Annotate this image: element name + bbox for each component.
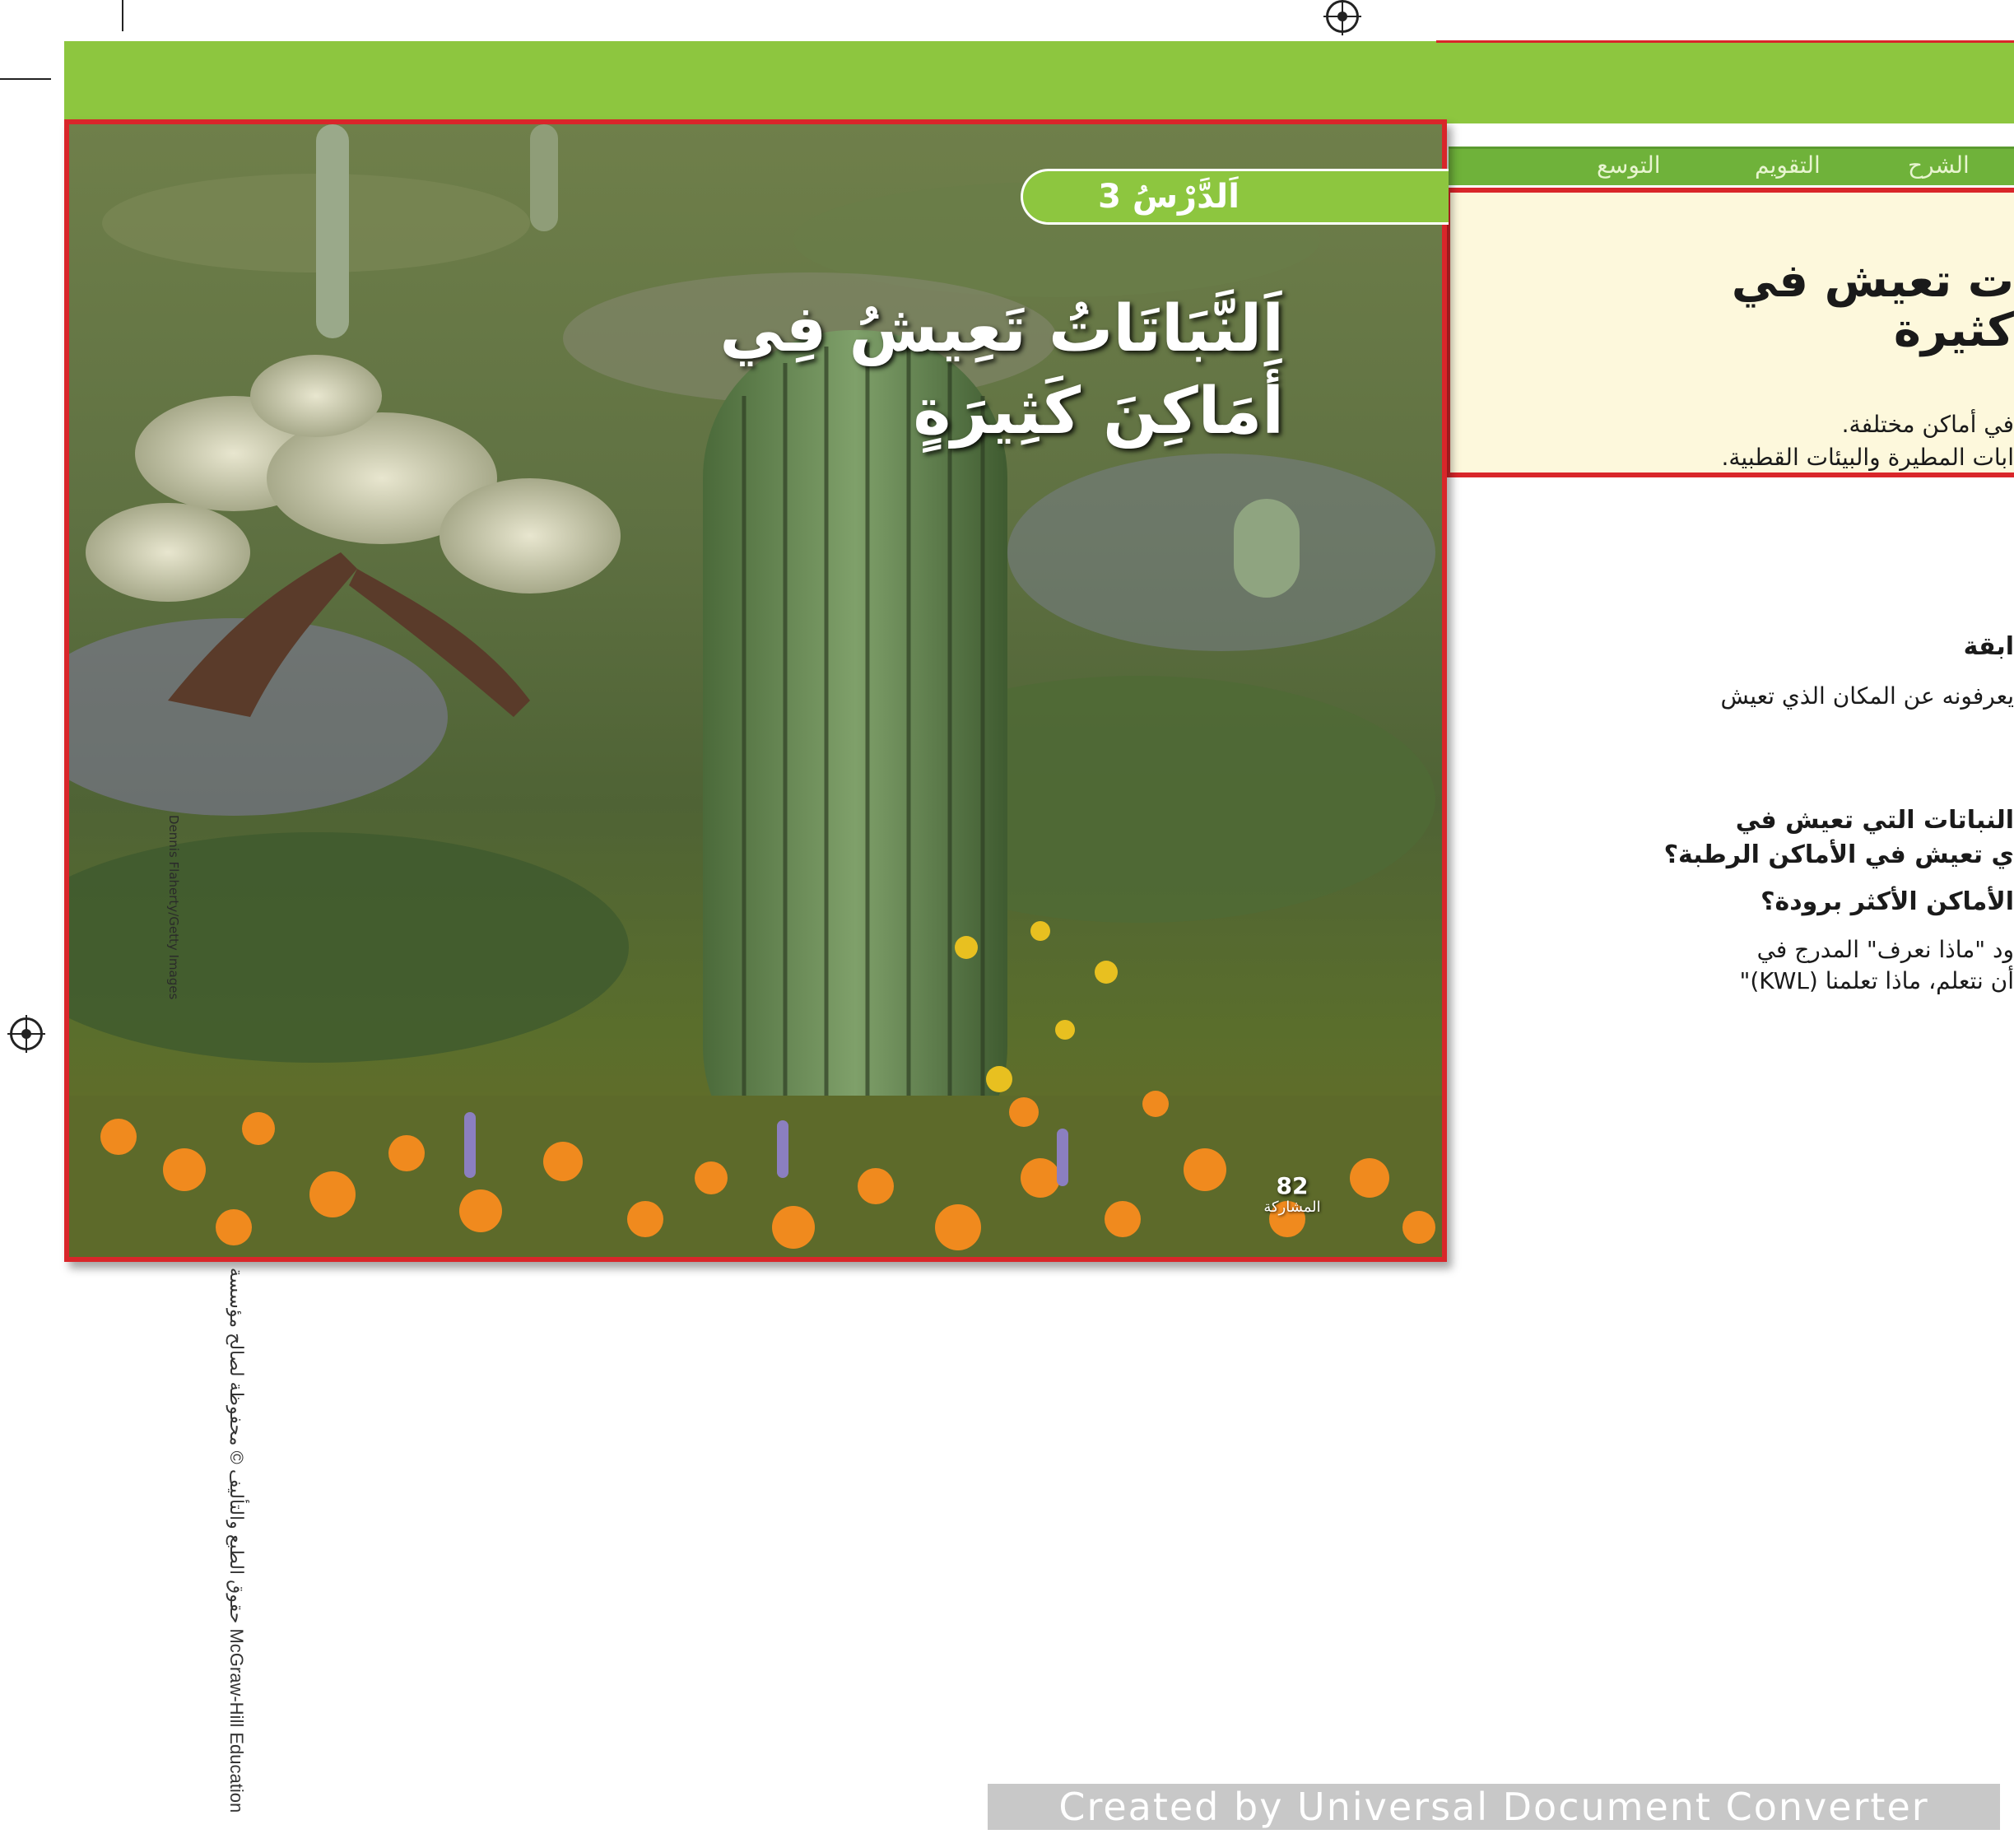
lesson-number-label: اَلدَّرْسُ 3 <box>1098 178 1240 216</box>
question-1-line-2: ي تعيش في الأماكن الرطبة؟ <box>1663 840 2014 869</box>
kwl-text-line-2: أن نتعلم، ماذا تعلمنا (KWL)" <box>1739 967 2014 994</box>
section-text: يعرفونه عن المكان الذي تعيش <box>1720 682 2014 710</box>
box-title-line-1: ت تعيش في <box>1731 254 2014 308</box>
nav-evaluate[interactable]: التقويم <box>1755 151 1821 179</box>
crop-mark-horizontal <box>0 78 51 80</box>
converter-watermark: Created by Universal Document Converter <box>988 1784 2000 1830</box>
header-red-line <box>1436 40 2014 43</box>
box-text-line-1: في أماكن مختلفة. <box>1841 411 2014 438</box>
box-title-line-2: كثيرة <box>1893 304 2014 357</box>
photo-credit: Dennis Flaherty/Getty Images <box>166 815 181 1000</box>
page-number: 82 <box>1276 1172 1309 1199</box>
nav-explain[interactable]: الشرح <box>1908 151 1970 179</box>
copyright-notice: حقوق الطبع والتأليف © محفوظة لصالح مؤسسة McGraw-Hill Education <box>226 1268 247 1813</box>
lesson-title-line-1: اَلنَّبَاتَاتُ تَعِيشُ فِي <box>719 292 1284 366</box>
section-heading: ابقة <box>1963 632 2014 661</box>
question-2: الأماكن الأكثر برودة؟ <box>1761 887 2014 916</box>
registration-mark-icon <box>10 1017 43 1050</box>
crop-mark-vertical <box>122 0 123 31</box>
registration-mark-icon <box>1326 0 1359 33</box>
box-text-line-2: ابات المطيرة والبيئات القطبية. <box>1721 444 2014 471</box>
lesson-title-line-2: أَمَاكِنَ كَثِيرَةٍ <box>913 375 1284 449</box>
lesson-title <box>412 288 1284 453</box>
question-1-line-1: النباتات التي تعيش في <box>1735 806 2014 835</box>
kwl-text-line-1: ود "ماذا نعرف" المدرج في <box>1756 936 2014 963</box>
header-band <box>64 41 2014 123</box>
nav-extend[interactable]: التوسع <box>1597 151 1661 179</box>
page-section-label: المشاركة <box>1263 1199 1321 1216</box>
